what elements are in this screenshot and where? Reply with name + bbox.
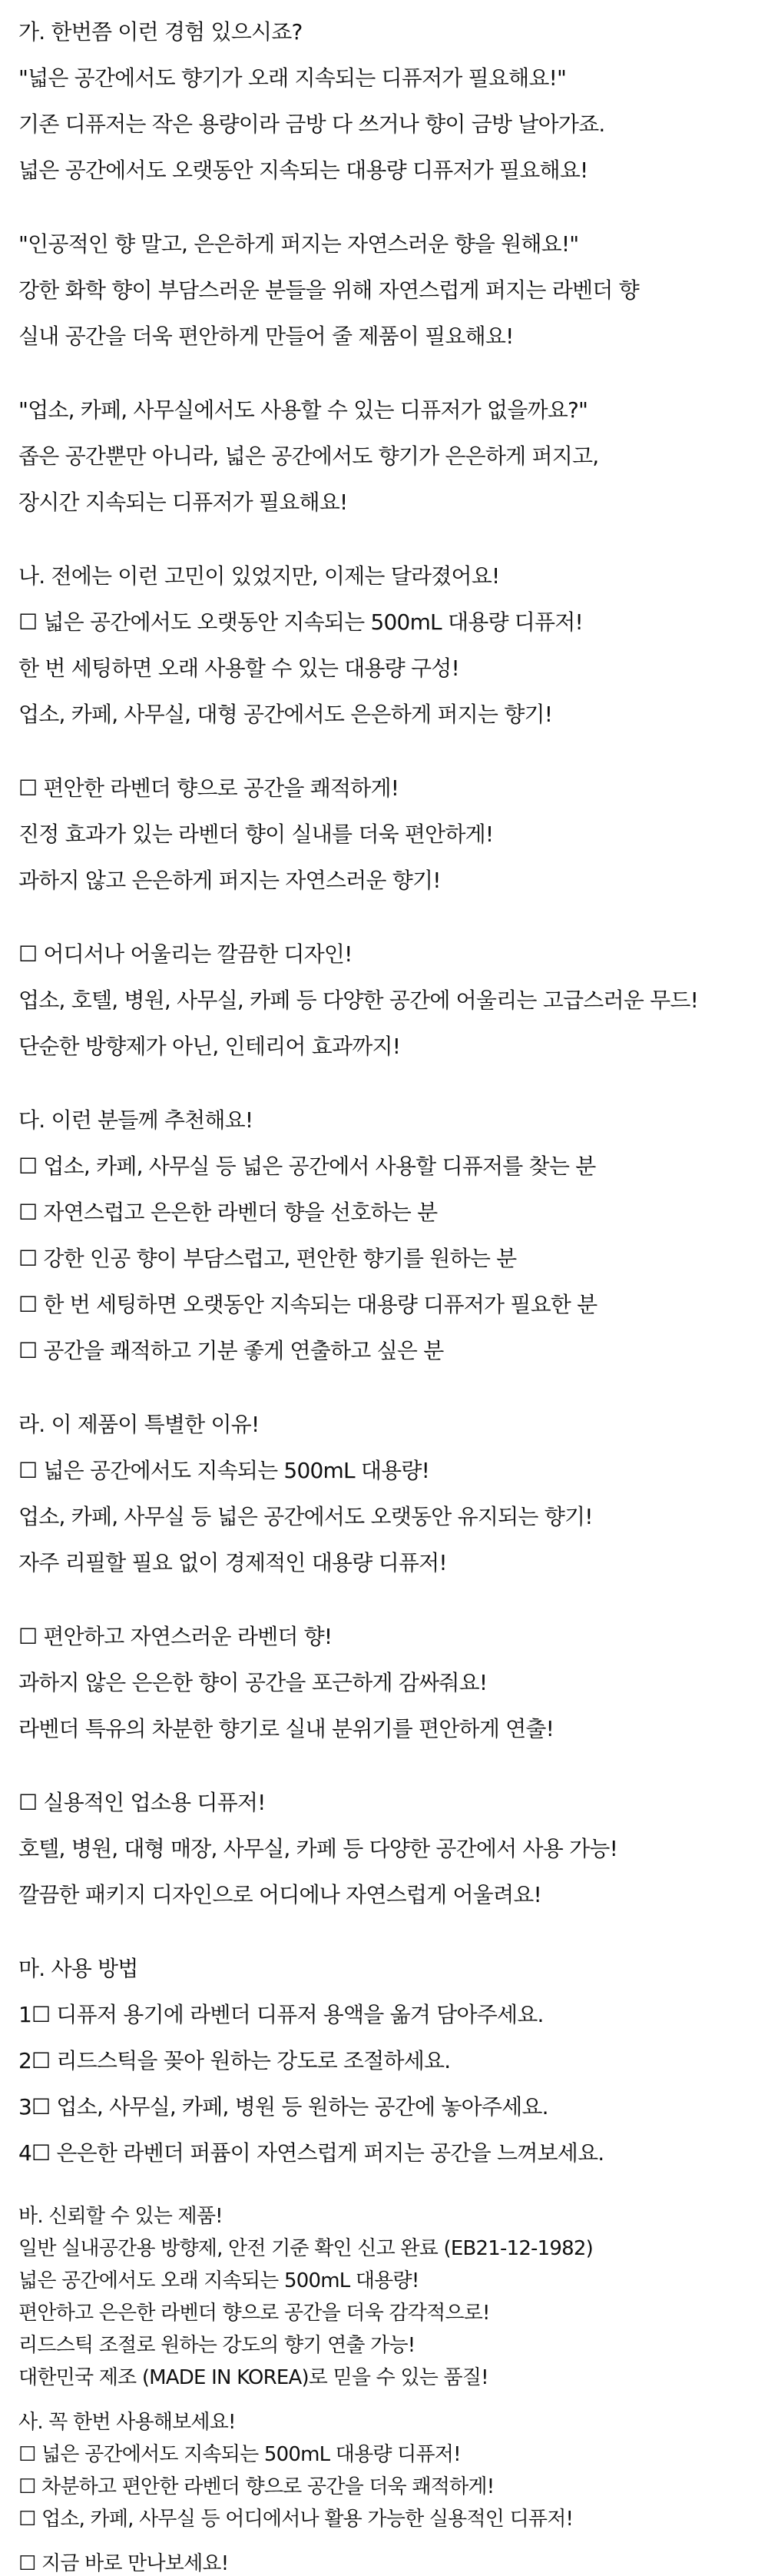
text-line: 한 번 세팅하면 오래 사용할 수 있는 대용량 구성! xyxy=(18,656,459,681)
bullet-line: ☐ 넓은 공간에서도 지속되는 500mL 대용량! xyxy=(18,1458,430,1483)
text-line: 일반 실내공간용 방향제, 안전 기준 확인 신고 완료 (EB21-12-1982) xyxy=(18,2237,593,2260)
text-line: 단순한 방향제가 아닌, 인테리어 효과까지! xyxy=(18,1034,401,1059)
text-line: 라벤더 특유의 차분한 향기로 실내 분위기를 편안하게 연출! xyxy=(18,1716,554,1741)
text-line: 넓은 공간에서도 오랫동안 지속되는 대용량 디퓨저가 필요해요! xyxy=(18,158,588,183)
bullet-line: ☐ 편안하고 자연스러운 라벤더 향! xyxy=(18,1624,333,1649)
section-a-quote-3: "업소, 카페, 사무실에서도 사용할 수 있는 디퓨저가 없을까요?" xyxy=(18,397,588,423)
text-line: 업소, 카페, 사무실 등 넓은 공간에서도 오랫동안 유지되는 향기! xyxy=(18,1504,593,1529)
text-line: 장시간 지속되는 디퓨저가 필요해요! xyxy=(18,490,348,515)
section-d-heading: 라. 이 제품이 특별한 이유! xyxy=(18,1412,260,1437)
section-b-heading: 나. 전에는 이런 고민이 있었지만, 이제는 달라졌어요! xyxy=(18,563,500,589)
text-line: 편안하고 은은한 라벤더 향으로 공간을 더욱 감각적으로! xyxy=(18,2302,490,2325)
text-line: 과하지 않은 은은한 향이 공간을 포근하게 감싸줘요! xyxy=(18,1670,488,1695)
step-line: 2☐ 리드스틱을 꽂아 원하는 강도로 조절하세요. xyxy=(18,2048,451,2073)
text-line: 좁은 공간뿐만 아니라, 넓은 공간에서도 향기가 은은하게 퍼지고, xyxy=(18,443,599,469)
text-line: 기존 디퓨저는 작은 용량이라 금방 다 쓰거나 향이 금방 날아가죠. xyxy=(18,111,605,137)
bullet-line: ☐ 한 번 세팅하면 오랫동안 지속되는 대용량 디퓨저가 필요한 분 xyxy=(18,1292,598,1317)
bullet-line: ☐ 업소, 카페, 사무실 등 어디에서나 활용 가능한 실용적인 디퓨저! xyxy=(18,2508,574,2531)
section-a-quote-1: "넓은 공간에서도 향기가 오래 지속되는 디퓨저가 필요해요!" xyxy=(18,65,567,91)
section-e-heading: 마. 사용 방법 xyxy=(18,1956,138,1981)
text-line: 과하지 않고 은은하게 퍼지는 자연스러운 향기! xyxy=(18,868,441,893)
bullet-line: ☐ 강한 인공 향이 부담스럽고, 편안한 향기를 원하는 분 xyxy=(18,1246,517,1271)
text-line: 대한민국 제조 (MADE IN KOREA)로 믿을 수 있는 품질! xyxy=(18,2366,488,2389)
bullet-line: ☐ 편안한 라벤더 향으로 공간을 쾌적하게! xyxy=(18,775,399,801)
step-line: 3☐ 업소, 사무실, 카페, 병원 등 원하는 공간에 놓아주세요. xyxy=(18,2094,548,2120)
bullet-line: ☐ 실용적인 업소용 디퓨저! xyxy=(18,1790,266,1815)
text-line: 깔끔한 패키지 디자인으로 어디에나 자연스럽게 어울려요! xyxy=(18,1882,541,1907)
bullet-line: ☐ 공간을 쾌적하고 기분 좋게 연출하고 싶은 분 xyxy=(18,1338,444,1363)
text-line: 넓은 공간에서도 오래 지속되는 500mL 대용량! xyxy=(18,2269,419,2292)
section-f-heading: 바. 신뢰할 수 있는 제품! xyxy=(18,2205,223,2228)
section-c-heading: 다. 이런 분들께 추천해요! xyxy=(18,1107,253,1133)
text-line: 업소, 카페, 사무실, 대형 공간에서도 은은하게 퍼지는 향기! xyxy=(18,702,553,727)
text-line: 업소, 호텔, 병원, 사무실, 카페 등 다양한 공간에 어울리는 고급스러운 무드! xyxy=(18,988,699,1013)
text-line: 실내 공간을 더욱 편안하게 만들어 줄 제품이 필요해요! xyxy=(18,324,514,349)
bullet-line: ☐ 어디서나 어울리는 깔끔한 디자인! xyxy=(18,941,353,967)
section-g-heading: 사. 꼭 한번 사용해보세요! xyxy=(18,2411,236,2434)
step-line: 4☐ 은은한 라벤더 퍼퓸이 자연스럽게 퍼지는 공간을 느껴보세요. xyxy=(18,2140,604,2166)
closing-line: ☐ 지금 바로 만나보세요! xyxy=(18,2552,229,2575)
text-line: 자주 리필할 필요 없이 경제적인 대용량 디퓨저! xyxy=(18,1550,447,1575)
text-line: 진정 효과가 있는 라벤더 향이 실내를 더욱 편안하게! xyxy=(18,822,494,847)
section-a-heading: 가. 한번쯤 이런 경험 있으시죠? xyxy=(18,19,303,45)
text-line: 호텔, 병원, 대형 매장, 사무실, 카페 등 다양한 공간에서 사용 가능! xyxy=(18,1836,618,1861)
bullet-line: ☐ 넓은 공간에서도 지속되는 500mL 대용량 디퓨저! xyxy=(18,2443,461,2466)
bullet-line: ☐ 업소, 카페, 사무실 등 넓은 공간에서 사용할 디퓨저를 찾는 분 xyxy=(18,1154,596,1179)
section-a-quote-2: "인공적인 향 말고, 은은하게 퍼지는 자연스러운 향을 원해요!" xyxy=(18,231,579,257)
step-line: 1☐ 디퓨저 용기에 라벤더 디퓨저 용액을 옮겨 담아주세요. xyxy=(18,2002,544,2027)
bullet-line: ☐ 자연스럽고 은은한 라벤더 향을 선호하는 분 xyxy=(18,1200,438,1225)
bullet-line: ☐ 차분하고 편안한 라벤더 향으로 공간을 더욱 쾌적하게! xyxy=(18,2475,495,2498)
bullet-line: ☐ 넓은 공간에서도 오랫동안 지속되는 500mL 대용량 디퓨저! xyxy=(18,609,583,635)
text-line: 강한 화학 향이 부담스러운 분들을 위해 자연스럽게 퍼지는 라벤더 향 xyxy=(18,277,639,303)
text-line: 리드스틱 조절로 원하는 강도의 향기 연출 가능! xyxy=(18,2334,415,2357)
